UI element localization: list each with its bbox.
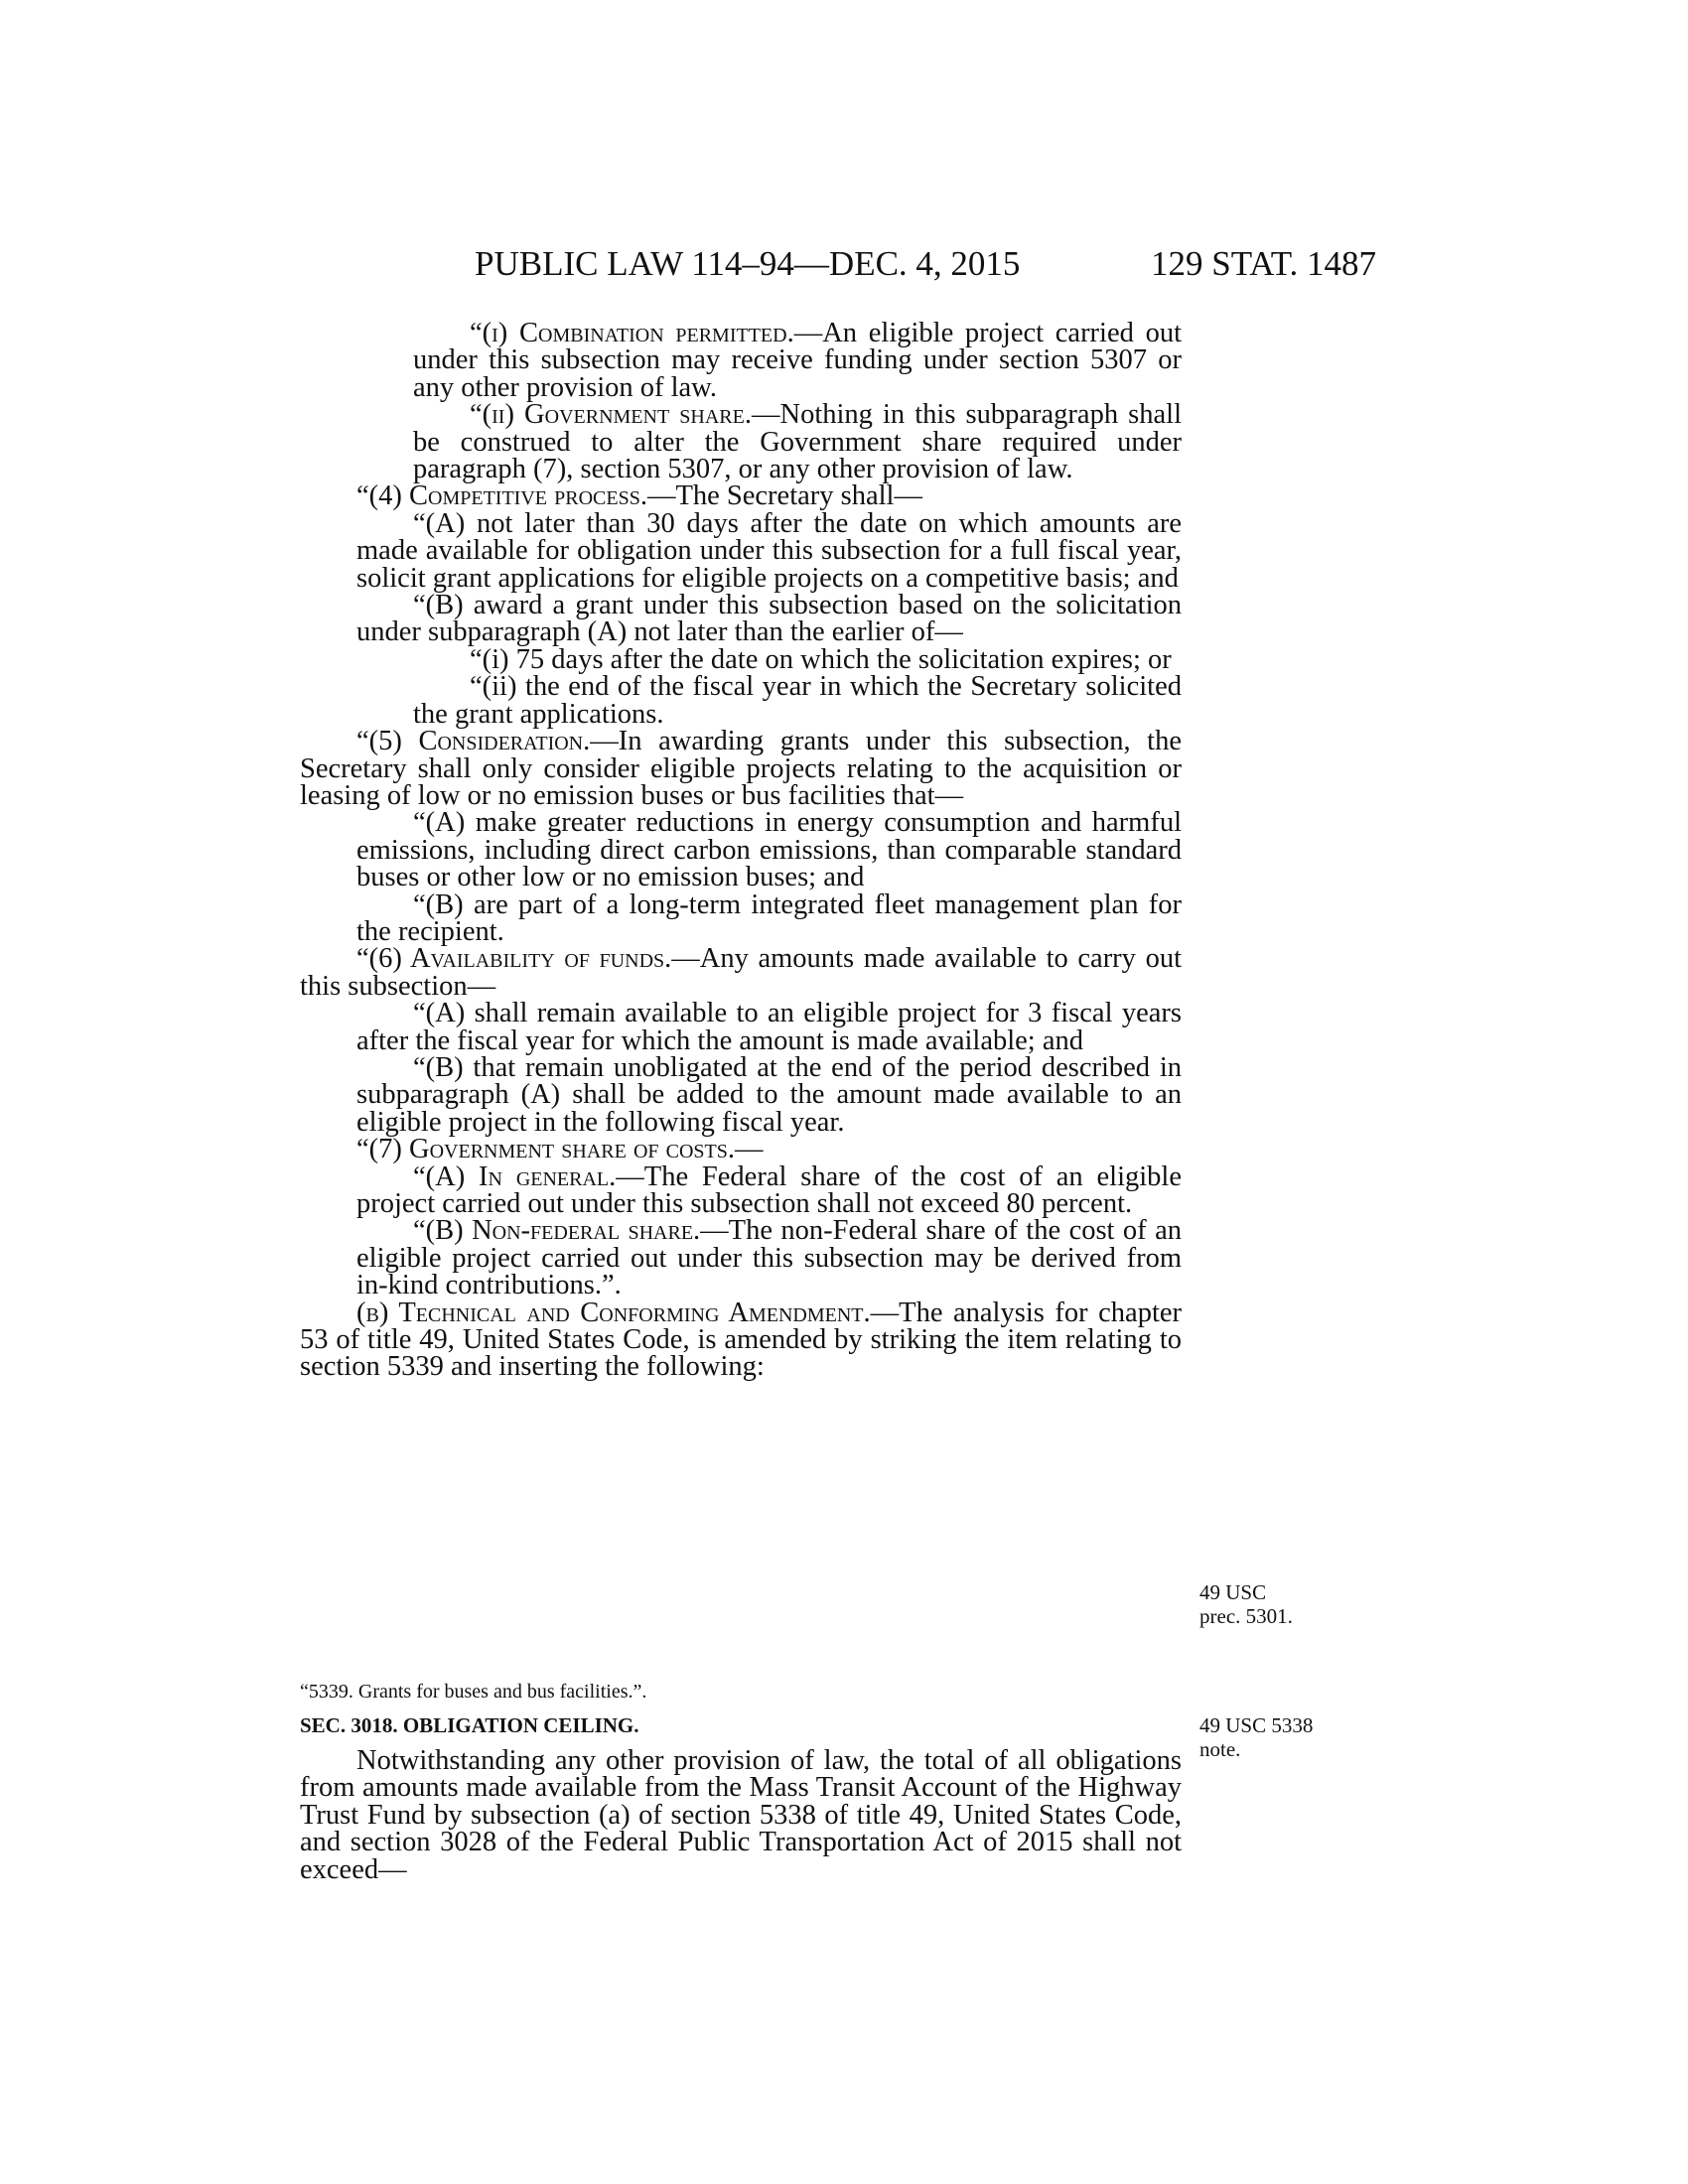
margin-note-line: 49 USC bbox=[1199, 1580, 1267, 1604]
paragraph: “(ii) the end of the fiscal year in which the Secretary solicited the grant applications. bbox=[413, 671, 1182, 730]
paragraph: “(B) are part of a long-term integrated fleet management plan for the recipient. bbox=[356, 888, 1182, 947]
paragraph-heading: “(7) Government share of costs. bbox=[356, 1134, 736, 1165]
paragraph-text: —The analysis for chapter 53 of title 49, United States Code, is amended by striking the item relating to section 5339 and inserting the following: bbox=[300, 1297, 1183, 1383]
paragraph: “(i) 75 days after the date on which the solicitation expires; or bbox=[470, 643, 1172, 675]
margin-note-line: 49 USC 5338 bbox=[1199, 1713, 1314, 1737]
paragraph-heading: (b) Technical and Conforming Amendment. bbox=[356, 1297, 871, 1328]
margin-note-usc-5338 bbox=[1199, 1713, 1313, 1761]
paragraph-heading: “(4) Competitive process. bbox=[356, 480, 647, 512]
margin-note-line: note. bbox=[1199, 1737, 1241, 1761]
paragraph: “(B) award a grant under this subsection based on the solicitation under subparagraph (A) not later than the earlier of— bbox=[356, 590, 1182, 648]
paragraph-heading: “(i) Combination permitted. bbox=[470, 318, 794, 348]
paragraph: “(A) make greater reductions in energy consumption and harmful emissions, including direct carbon emissions, than comparable standard buses or other low or no emission buses; and bbox=[356, 807, 1182, 893]
statute-body bbox=[300, 320, 1182, 1381]
paragraph-text: — bbox=[735, 1134, 764, 1165]
paragraph bbox=[300, 728, 1182, 809]
paragraph bbox=[300, 1160, 1182, 1219]
running-header-title: PUBLIC LAW 114–94—DEC. 4, 2015 bbox=[475, 244, 1021, 283]
paragraph: “(A) not later than 30 days after the date on which amounts are made available for obligation under this subsection for a full fiscal year, solicit grant applications for eligible projects on a competitive basis; and bbox=[356, 507, 1182, 594]
paragraph-text: —The non-Federal share of the cost of an eligible project carried out under this subsection may be derived from in-kind contributions.”. bbox=[356, 1215, 1182, 1301]
paragraph bbox=[300, 1215, 1182, 1301]
paragraph bbox=[300, 945, 1182, 1000]
margin-note-line: prec. 5301. bbox=[1199, 1604, 1293, 1628]
paragraph-text: —An eligible project carried out under this subsection may receive funding under section 5307 or any other provision of law. bbox=[413, 318, 1182, 403]
section-body bbox=[300, 1747, 1182, 1883]
paragraph-heading: “(B) Non-federal share. bbox=[413, 1215, 701, 1247]
paragraph-heading: “(A) In general. bbox=[413, 1160, 617, 1192]
paragraph bbox=[300, 1299, 1182, 1381]
paragraph-text: —Any amounts made available to carry out this subsection— bbox=[300, 943, 1182, 1002]
paragraph bbox=[300, 480, 1182, 512]
paragraph bbox=[300, 1134, 1182, 1165]
paragraph-heading: “(5) Consideration. bbox=[356, 726, 591, 757]
paragraph-text: —The Federal share of the cost of an eligible project carried out under this subsection shall not exceed 80 percent. bbox=[356, 1160, 1182, 1219]
paragraph: “(B) that remain unobligated at the end of the period described in subparagraph (A) shall be added to the amount made available to an eligible project in the following fiscal year. bbox=[356, 1051, 1182, 1138]
section-heading: SEC. 3018. OBLIGATION CEILING. bbox=[300, 1713, 639, 1737]
table-of-sections-item: “5339. Grants for buses and bus facilities.”. bbox=[300, 1681, 647, 1703]
paragraph-text: —Nothing in this subparagraph shall be construed to alter the Government share required under paragraph (7), section 5307, or any other provision of law. bbox=[413, 399, 1182, 485]
paragraph: Notwithstanding any other provision of law, the total of all obligations from amounts made available from the Mass Transit Account of the Highway Trust Fund by subsection (a) of section 5338 of title 49, United States Code, and section 3028 of the Federal Public Transportation Act of 2015 shall not exceed— bbox=[300, 1745, 1182, 1885]
paragraph-text: —In awarding grants under this subsection, the Secretary shall only consider eligible projects relating to the acquisition or leasing of low or no emission buses or bus facilities that— bbox=[300, 726, 1182, 811]
paragraph-text: —The Secretary shall— bbox=[646, 480, 922, 512]
running-header-page: 129 STAT. 1487 bbox=[1151, 244, 1376, 283]
paragraph bbox=[300, 399, 1182, 485]
margin-note-usc-prec-5301 bbox=[1199, 1580, 1293, 1628]
paragraph: “(A) shall remain available to an eligible project for 3 fiscal years after the fiscal year for which the amount is made available; and bbox=[356, 998, 1182, 1056]
paragraph bbox=[300, 320, 1182, 401]
paragraph-heading: “(6) Availability of funds. bbox=[356, 943, 672, 975]
paragraph-heading: “(ii) Government share. bbox=[470, 399, 752, 431]
